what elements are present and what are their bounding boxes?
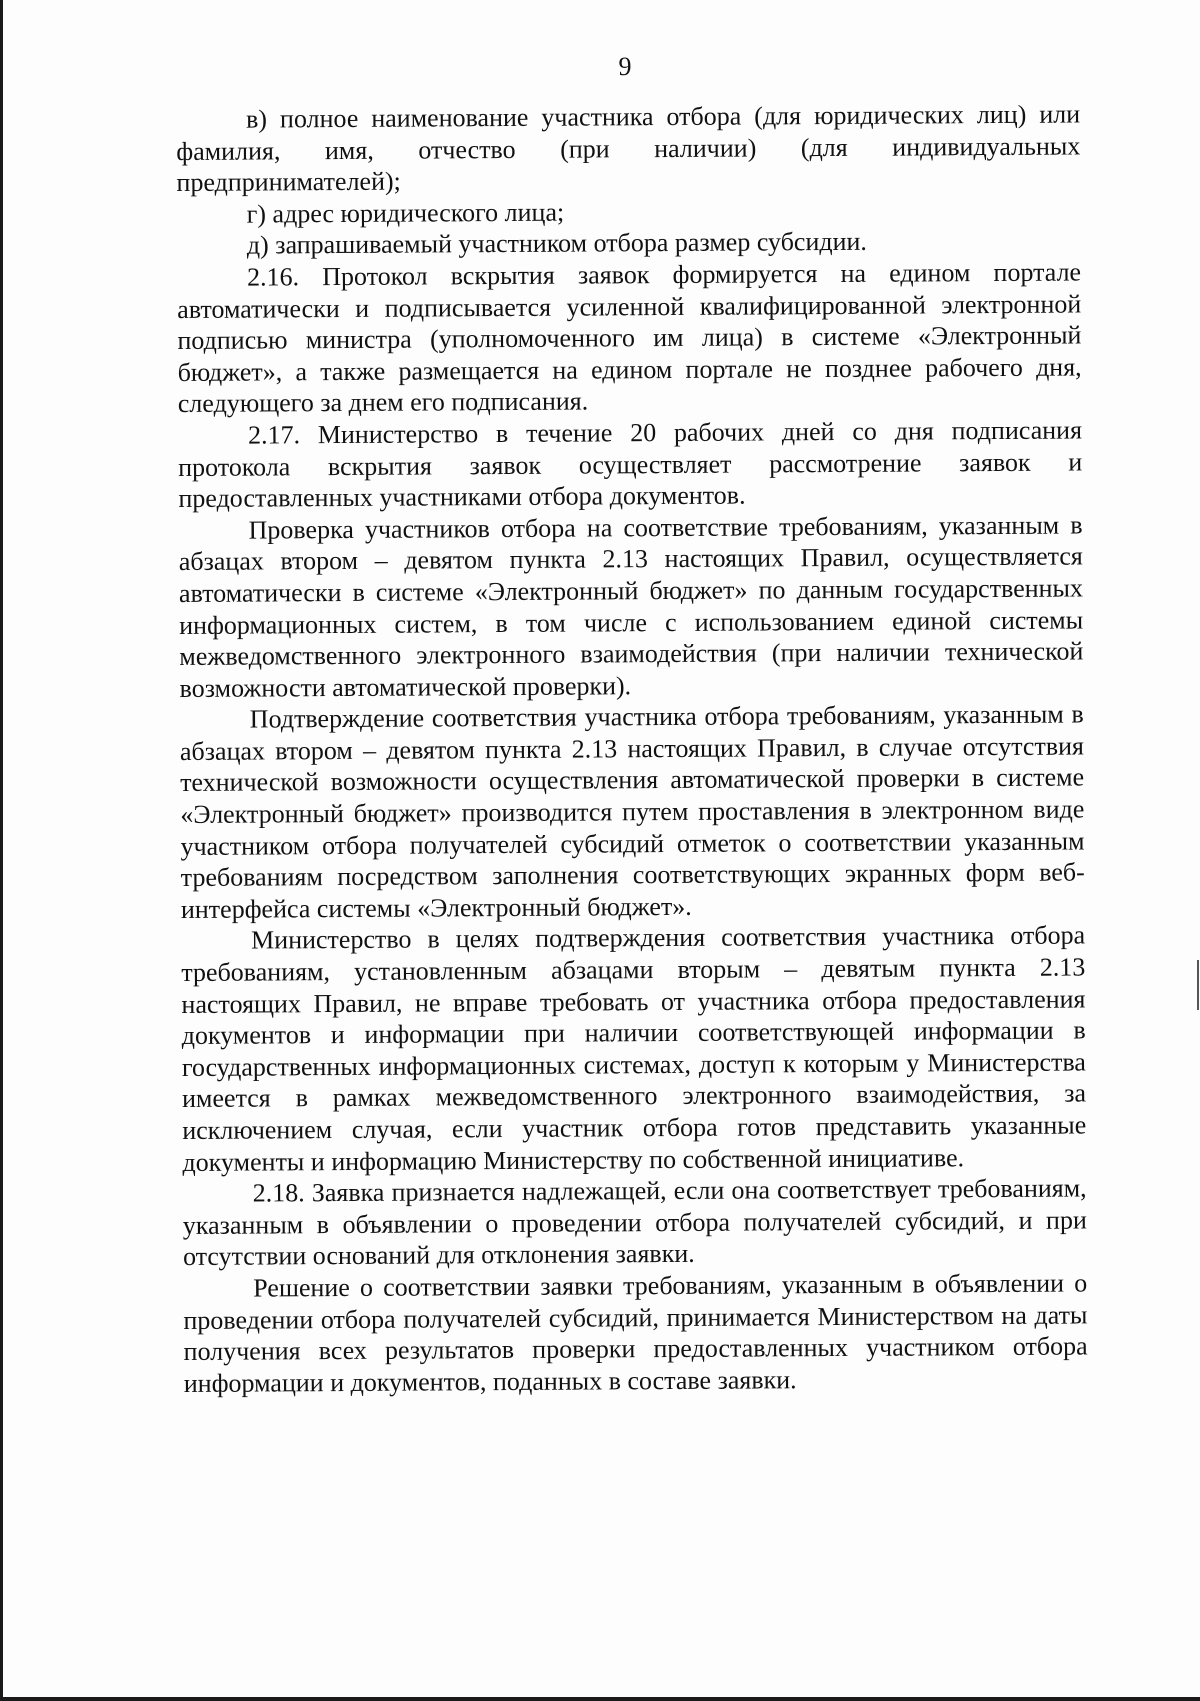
paragraph-ministry-restriction: Министерство в целях подтверждения соответствия участника отбора требованиям, установленным абзацами вторым – девятым пункта 2.13 настоящих Правил, не вправе требовать от участника отбора предоставления документов и информации при наличии соответствующей информации в государственных информационных системах, доступ к которым у Министерства имеется в рамках межведомственного электронного взаимодействия, за исключением случая, если участник отбора готов представить указанные документы и информацию Министерству по собственной инициативе.: [181, 920, 1087, 1177]
paragraph-check-participants: Проверка участников отбора на соответствие требованиям, указанным в абзацах втором – девятом пункта 2.13 настоящих Правил, осуществляется автоматически в системе «Электронный бюджет» по данным государственных информационных систем, в том числе с использованием единой системы межведомственного электронного взаимодействия (при наличии технической возможности автоматической проверки).: [178, 510, 1084, 703]
paragraph-2-17: 2.17. Министерство в течение 20 рабочих дней со дня подписания протокола вскрытия заявок осуществляет рассмотрение заявок и предоставленных участниками отбора документов.: [178, 415, 1083, 514]
scan-edge-bottom: [0, 1697, 1200, 1701]
page-number: 9: [618, 52, 632, 81]
paragraph-2-16: 2.16. Протокол вскрытия заявок формируется на едином портале автоматически и подписывается усиленной квалифицированной электронной подписью министра (уполномоченного им лица) в системе «Электронный бюджет», а также размещается на едином портале не позднее рабочего дня, следующего за днем его подписания.: [177, 257, 1082, 419]
paragraph-item-d: д) запрашиваемый участником отбора размер субсидии.: [246, 227, 867, 260]
scan-edge-left: [0, 0, 3, 1701]
paragraph-2-18: 2.18. Заявка признается надлежащей, если она соответствует требованиям, указанным в объявлении о проведении отбора получателей субсидий, и при отсутствии оснований для отклонения заявки.: [182, 1173, 1087, 1272]
paragraph-confirmation: Подтверждение соответствия участника отбора требованиям, указанным в абзацах втором – девятом пункта 2.13 настоящих Правил, в случае отсутствия технической возможности осуществления автоматической проверки в системе «Электронный бюджет» производится путем проставления в электронном виде участником отбора получателей субсидий отметок о соответствии указанным требованиям посредством заполнения соответствующих экранных форм веб-интерфейса системы «Электронный бюджет».: [179, 699, 1085, 924]
document-body: [176, 98, 1088, 1399]
scan-edge-mark: [1197, 960, 1199, 1010]
paragraph-decision: Решение о соответствии заявки требованиям, указанным в объявлении о проведении отбора получателей субсидий, принимается Министерством на даты получения всех результатов проверки предоставленных участником отбора информации и документов, поданных в составе заявки.: [183, 1268, 1088, 1398]
paragraph-item-v: в) полное наименование участника отбора (для юридических лиц) или фамилия, имя, отчество (при наличии) (для индивидуальных предпринимателей);: [176, 99, 1081, 198]
paragraph-item-g: г) адрес юридического лица;: [246, 197, 565, 229]
